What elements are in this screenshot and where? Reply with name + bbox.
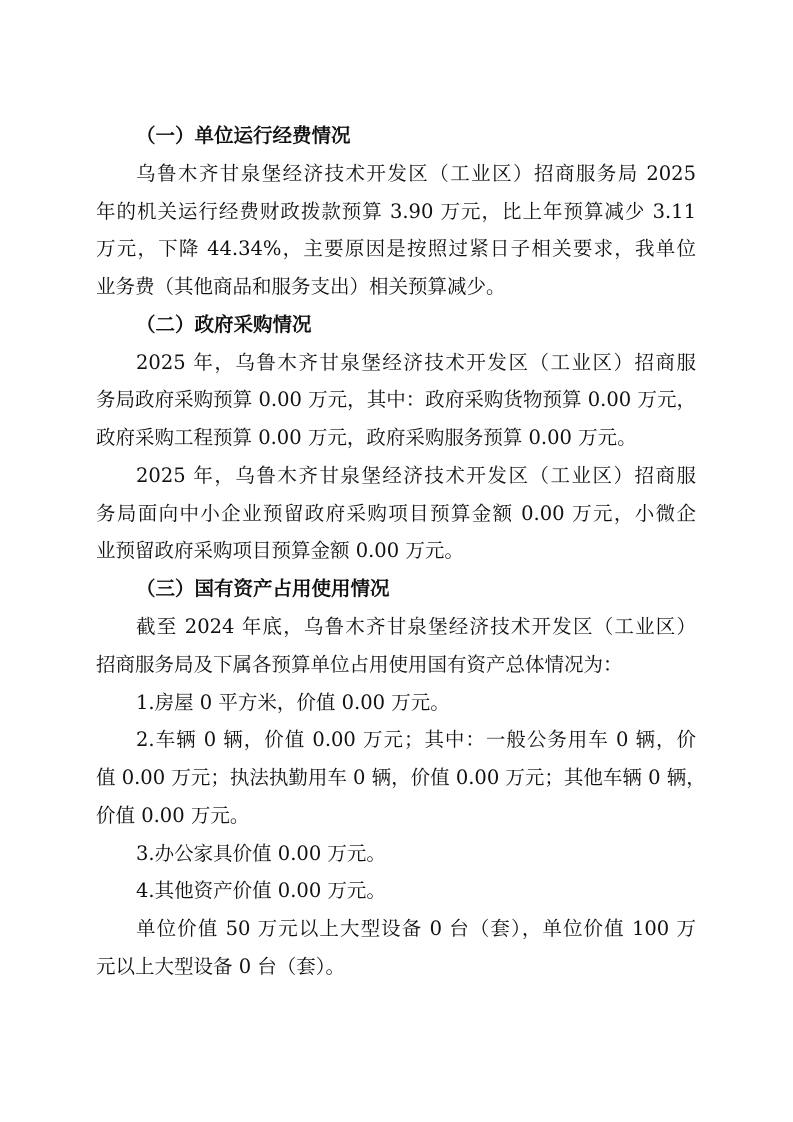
section-heading: （三）国有资产占用使用情况 <box>136 577 390 600</box>
paragraph-line: 截至 2024 年底，乌鲁木齐甘泉堡经济技术开发区（工业区） <box>136 615 696 638</box>
section-heading: （二）政府采购情况 <box>136 313 312 336</box>
paragraph-line: 元以上大型设备 0 台（套）。 <box>96 955 346 978</box>
paragraph-line: 2025 年，乌鲁木齐甘泉堡经济技术开发区（工业区）招商服 <box>136 464 696 487</box>
paragraph-line: 价值 0.00 万元。 <box>96 804 250 827</box>
paragraph-line: 单位价值 50 万元以上大型设备 0 台（套），单位价值 100 万 <box>136 917 696 940</box>
paragraph-line: 万元，下降 44.34%，主要原因是按照过紧日子相关要求，我单位 <box>96 237 696 260</box>
list-item: 4.其他资产价值 0.00 万元。 <box>136 879 386 902</box>
list-item: 3.办公家具价值 0.00 万元。 <box>136 842 386 865</box>
section-heading: （一）单位运行经费情况 <box>136 124 351 147</box>
paragraph-line: 业务费（其他商品和服务支出）相关预算减少。 <box>96 275 506 298</box>
paragraph-line: 值 0.00 万元；执法执勤用车 0 辆，价值 0.00 万元；其他车辆 0 辆， <box>96 766 706 789</box>
paragraph-line: 务局面向中小企业预留政府采购项目预算金额 0.00 万元，小微企 <box>96 502 696 525</box>
paragraph-line: 招商服务局及下属各预算单位占用使用国有资产总体情况为： <box>96 653 623 676</box>
paragraph-line: 2025 年，乌鲁木齐甘泉堡经济技术开发区（工业区）招商服 <box>136 351 696 374</box>
paragraph-line: 政府采购工程预算 0.00 万元，政府采购服务预算 0.00 万元。 <box>96 426 637 449</box>
paragraph-line: 乌鲁木齐甘泉堡经济技术开发区（工业区）招商服务局 2025 <box>136 162 696 185</box>
list-item: 2.车辆 0 辆，价值 0.00 万元；其中：一般公务用车 0 辆，价 <box>136 728 696 751</box>
paragraph-line: 务局政府采购预算 0.00 万元，其中：政府采购货物预算 0.00 万元， <box>96 388 696 411</box>
paragraph-line: 业预留政府采购项目预算金额 0.00 万元。 <box>96 539 464 562</box>
list-item: 1.房屋 0 平方米，价值 0.00 万元。 <box>136 691 450 714</box>
paragraph-line: 年的机关运行经费财政拨款预算 3.90 万元，比上年预算减少 3.11 <box>96 200 696 223</box>
